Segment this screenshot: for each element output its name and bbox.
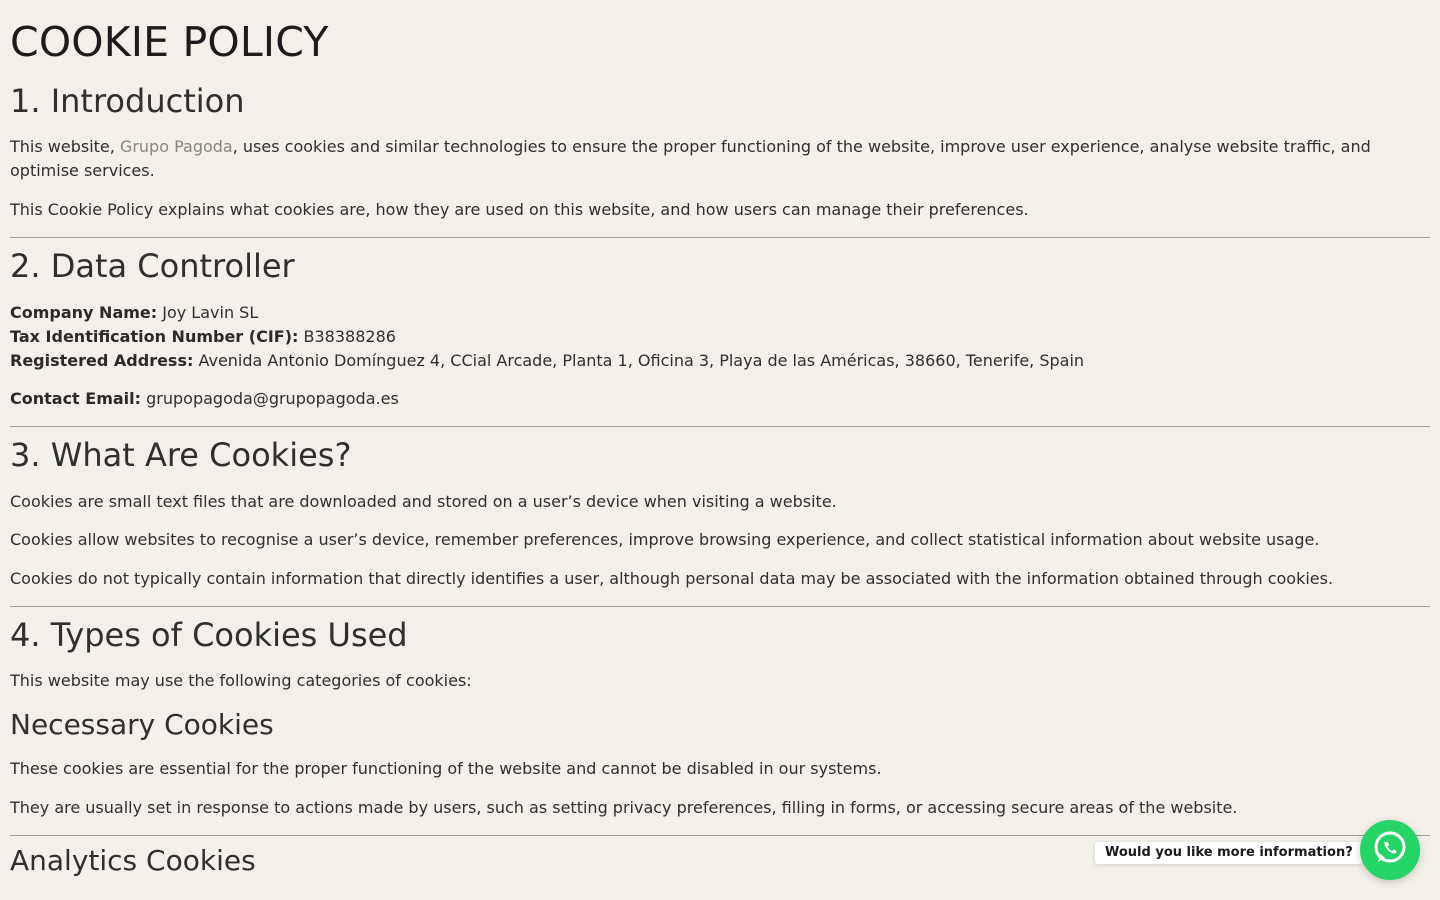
grupo-pagoda-link[interactable]: Grupo Pagoda [119, 137, 233, 156]
what-paragraph-1: Cookies are small text files that are downloaded and stored on a user’s device when visiting a website. [10, 492, 837, 511]
tax-id-value: B38388286 [298, 327, 396, 346]
types-intro: This website may use the following categories of cookies: [10, 671, 472, 690]
intro-text-after: , uses cookies and similar technologies to ensure the proper functioning of the website, improve user experience, analyse website traffic, and optimise services. [10, 137, 1371, 180]
contact-email [10, 387, 1380, 411]
whatsapp-tooltip[interactable]: Would you like more information? [1095, 842, 1363, 864]
company-name-label: Company Name: [10, 303, 158, 322]
whatsapp-icon [1370, 828, 1410, 872]
divider [10, 606, 1430, 607]
whatsapp-button[interactable] [1360, 820, 1420, 880]
divider [10, 237, 1430, 238]
what-paragraph-3: Cookies do not typically contain information that directly identifies a user, although personal data may be associated with the information obtained through cookies. [10, 569, 1334, 588]
intro-text-before: This website, [10, 137, 120, 156]
controller-details [10, 301, 1380, 373]
divider [10, 426, 1430, 427]
email-label: Contact Email: [10, 389, 142, 408]
section-heading-data-controller: 2. Data Controller [10, 247, 295, 285]
address-label: Registered Address: [10, 351, 194, 370]
necessary-paragraph-2: They are usually set in response to actions made by users, such as setting privacy preferences, filling in forms, or accessing secure areas of the website. [10, 798, 1238, 817]
section-heading-what-are-cookies: 3. What Are Cookies? [10, 436, 352, 474]
subheading-analytics-cookies: Analytics Cookies [10, 844, 256, 877]
intro-paragraph-2: This Cookie Policy explains what cookies are, how they are used on this website, and how users can manage their preferences. [10, 200, 1029, 219]
intro-paragraph [10, 135, 1380, 183]
tax-id-label: Tax Identification Number (CIF): [10, 327, 299, 346]
company-name-value: Joy Lavin SL [157, 303, 259, 322]
necessary-paragraph-1: These cookies are essential for the proper functioning of the website and cannot be disabled in our systems. [10, 759, 882, 778]
divider [10, 835, 1430, 836]
what-paragraph-2: Cookies allow websites to recognise a user’s device, remember preferences, improve browsing experience, and collect statistical information about website usage. [10, 530, 1320, 549]
section-heading-types-of-cookies: 4. Types of Cookies Used [10, 616, 408, 654]
section-heading-introduction: 1. Introduction [10, 82, 245, 120]
page-title: COOKIE POLICY [10, 18, 329, 66]
address-value: Avenida Antonio Domínguez 4, CCial Arcade, Planta 1, Oficina 3, Playa de las Américas, 38660, Tenerife, Spain [193, 351, 1085, 370]
subheading-necessary-cookies: Necessary Cookies [10, 708, 274, 741]
email-value: grupopagoda@grupopagoda.es [141, 389, 399, 408]
